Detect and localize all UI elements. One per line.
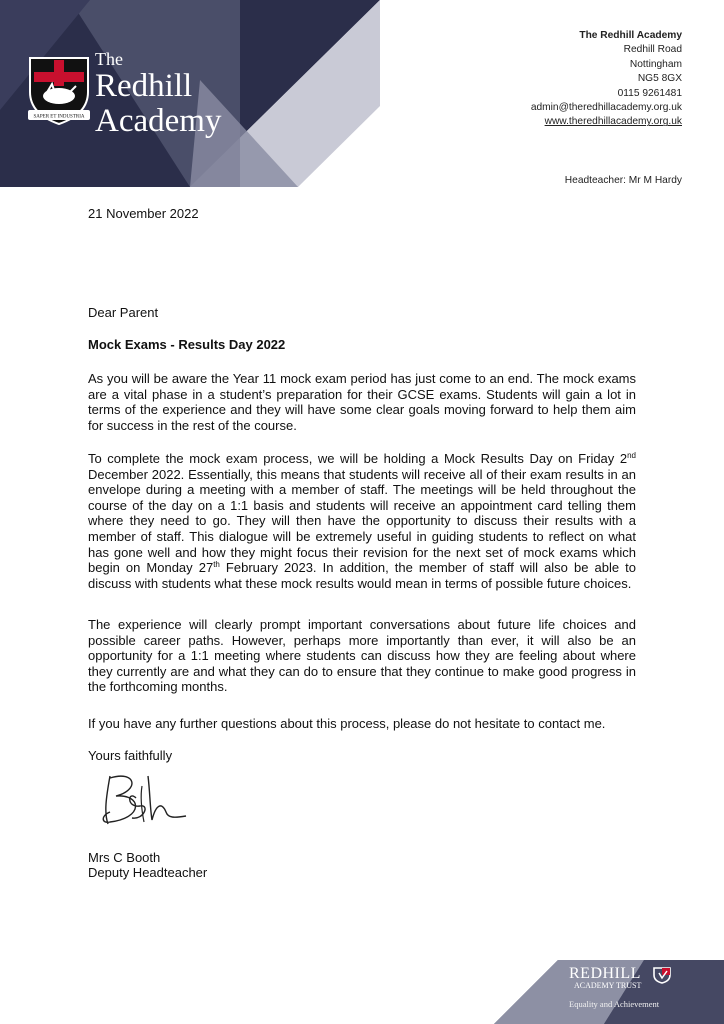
address-email[interactable]: admin@theredhillacademy.org.uk — [530, 102, 682, 114]
signature-image — [96, 768, 196, 830]
letter-date: 21 November 2022 — [88, 206, 199, 221]
website-link[interactable]: www.theredhillacademy.org.uk — [544, 116, 682, 128]
logo-the: The — [95, 49, 123, 69]
trust-shield-icon — [652, 966, 672, 984]
paragraph-1: As you will be aware the Year 11 mock exam period has just come to an end. The mock exams are a vital phase in a student’s preparation for their GCSE exams. Students will gain a lot in terms of the experience and they will have some clear goals moving forward to help them aim for success in the rest of the course. — [88, 371, 636, 433]
address-town: Nottingham — [629, 58, 682, 70]
sender-name: Mrs C Booth — [88, 850, 161, 865]
school-name: The Redhill Academy — [579, 30, 682, 41]
paragraph-2 — [88, 451, 636, 591]
address-road: Redhill Road — [623, 44, 682, 56]
academy-crest-logo — [26, 54, 92, 126]
academy-logo-text — [95, 50, 221, 138]
headteacher-line: Headteacher: Mr M Hardy — [564, 175, 682, 186]
paragraph-2-part-a: To complete the mock exam process, we will be holding a Mock Results Day on Friday 2 — [88, 451, 628, 466]
school-address — [531, 29, 682, 130]
letter-subject: Mock Exams - Results Day 2022 — [88, 337, 286, 352]
address-postcode: NG5 8GX — [637, 73, 682, 85]
trust-tagline: Equality and Achievement — [569, 999, 660, 1009]
svg-text:SAPER ET INDUSTRIA: SAPER ET INDUSTRIA — [33, 114, 85, 120]
closing: Yours faithfully — [88, 748, 173, 763]
paragraph-2-part-c: February 2023. In addition, the member of staff will also be able to discuss with students what these mock results would mean in terms of possible future choices. — [88, 560, 636, 591]
superscript-th: th — [213, 560, 220, 570]
trust-name: REDHILL — [569, 965, 641, 982]
logo-line1: Redhill — [95, 68, 193, 104]
sender-role: Deputy Headteacher — [88, 865, 208, 880]
paragraph-2-part-b: December 2022. Essentially, this means that students will receive all of their exam results in an envelope during a meeting with a member of staff. The meetings will be held throughout the course of the day on a 1:1 basis and students will receive an appointment card telling them where they need to go. They will then have the opportunity to discuss their results with a member of staff. This dialogue will be extremely useful in guiding students to reflect on what has gone well and how they might focus their revision for the next set of mock exams which begin on Monday 27 — [88, 466, 636, 576]
paragraph-4: If you have any further questions about this process, please do not hesitate to contact me. — [88, 716, 606, 731]
superscript-nd: nd — [627, 451, 636, 460]
trust-sub: ACADEMY TRUST — [574, 981, 642, 990]
paragraph-3: The experience will clearly prompt important conversations about future life choices and possible career paths. However, perhaps more importantly than ever, it will also be an opportunity for a 1:1 meeting where students can discuss how they are feeling about where they currently are and what they can do to ensure that they continue to make good progress in the forthcoming months. — [88, 617, 636, 695]
trust-logo — [569, 965, 659, 1009]
logo-line2: Academy — [95, 103, 222, 139]
address-phone: 0115 9261481 — [617, 87, 682, 99]
salutation: Dear Parent — [88, 305, 159, 320]
